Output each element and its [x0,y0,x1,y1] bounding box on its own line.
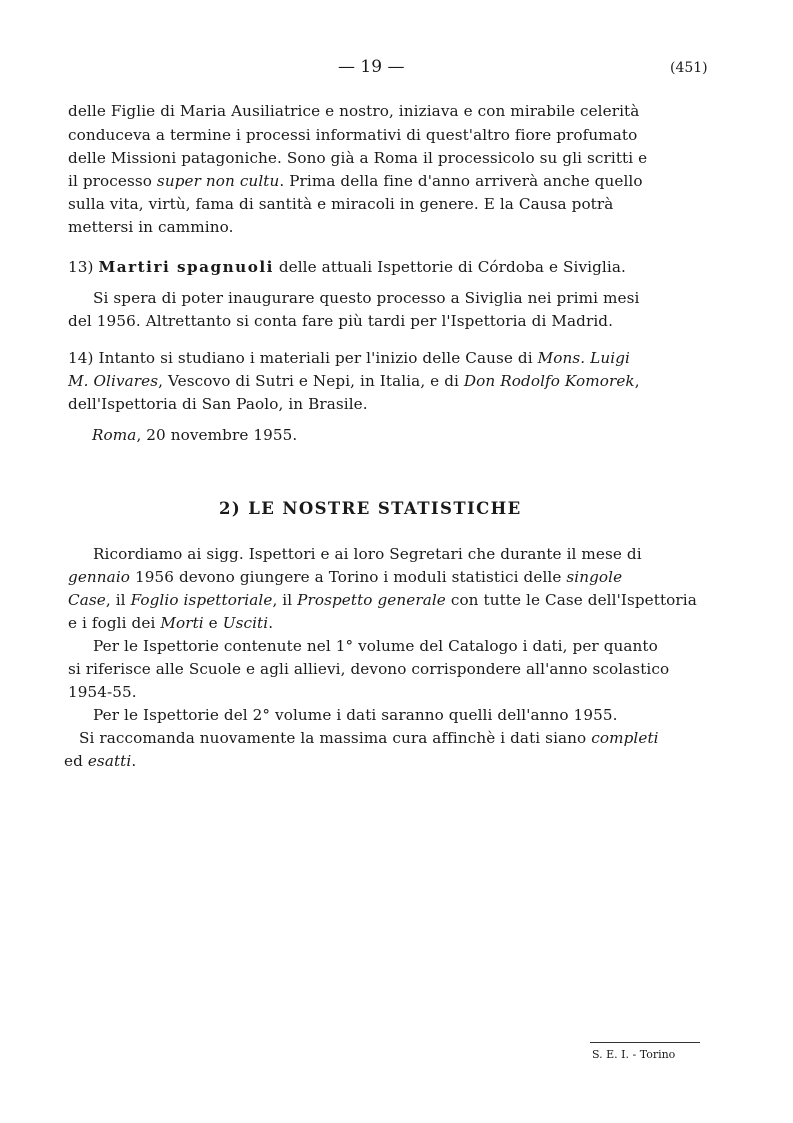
footer-rule [590,1042,700,1043]
text-run: singole [566,568,623,586]
page-number: — 19 — [338,57,405,77]
text-line: 1954-55. [68,683,137,701]
text-run: Morti [160,614,204,632]
text-run: . [131,752,137,770]
text-line [68,589,697,611]
text-run: e i fogli dei [68,614,161,632]
original-page-number: (451) [670,60,708,76]
dateline [92,424,297,446]
latin-phrase: super non cultu [156,172,280,190]
text-line [68,347,630,369]
text-run: Si raccomanda nuovamente la massima cura affinchè i dati siano [79,729,592,747]
text-line [68,612,273,634]
text-line: Ricordiamo ai sigg. Ispettori e ai loro Segretari che durante il mese di [93,545,642,563]
dateline-city: Roma [92,426,137,444]
text-run: e [203,614,223,632]
text-run: delle attuali Ispettorie di Córdoba e Siviglia. [273,258,626,276]
text-line: Per le Ispettorie del 2° volume i dati saranno quelli dell'anno 1955. [93,706,618,724]
text-run: 14) Intanto si studiano i materiali per l'inizio delle Cause di [68,349,538,367]
text-run: il processo [68,172,157,190]
item-title: Martiri spagnuoli [98,258,274,276]
item-number: 13) [68,258,94,276]
text-run: Foglio ispettoriale [130,591,273,609]
text-run: Prospetto generale [297,591,446,609]
text-line [68,370,640,392]
person-name: M. Olivares [68,372,159,390]
text-line [79,727,659,749]
text-run: , Vescovo di Sutri e Nepi, in Italia, e di [158,372,464,390]
text-line: Si spera di poter inaugurare questo processo a Siviglia nei primi mesi [93,289,640,307]
text-run: gennaio [68,568,131,586]
text-run: 1956 devono giungere a Torino i moduli statistici delle [130,568,567,586]
text-line [64,750,136,772]
text-run: Usciti [222,614,269,632]
printer-mark: S. E. I. - Torino [592,1048,676,1061]
text-run: con tutte le Case dell'Ispettoria [445,591,697,609]
text-line: delle Missioni patagoniche. Sono già a Roma il processicolo su gli scritti e [68,149,648,167]
text-run: , [634,372,640,390]
text-line [68,566,622,588]
text-line: conduceva a termine i processi informativi di quest'altro fiore profumato [68,126,638,144]
text-run: , il [105,591,131,609]
text-run: Case [68,591,106,609]
text-line: del 1956. Altrettanto si conta fare più tardi per l'Ispettoria di Madrid. [68,312,614,330]
text-run: . Prima della fine d'anno arriverà anche quello [279,172,643,190]
text-line: mettersi in cammino. [68,218,234,236]
text-line: delle Figlie di Maria Ausiliatrice e nostro, iniziava e con mirabile celerità [68,102,640,120]
person-name: Don Rodolfo Komorek [463,372,635,390]
text-run: esatti [87,752,132,770]
text-run: . [268,614,274,632]
text-run: ed [64,752,88,770]
text-line: Per le Ispettorie contenute nel 1° volume del Catalogo i dati, per quanto [93,637,658,655]
item-heading [68,256,626,278]
text-run: completi [591,729,659,747]
text-line: sulla vita, virtù, fama di santità e miracoli in genere. E la Causa potrà [68,195,614,213]
text-run: , il [272,591,298,609]
text-line: si riferisce alle Scuole e agli allievi, devono corrispondere all'anno scolastico [68,660,670,678]
dateline-date: , 20 novembre 1955. [136,426,298,444]
text-line [68,170,643,192]
person-name: Mons. Luigi [537,349,630,367]
section-heading: 2) LE NOSTRE STATISTICHE [219,499,522,518]
text-line: dell'Ispettoria di San Paolo, in Brasile. [68,395,368,413]
